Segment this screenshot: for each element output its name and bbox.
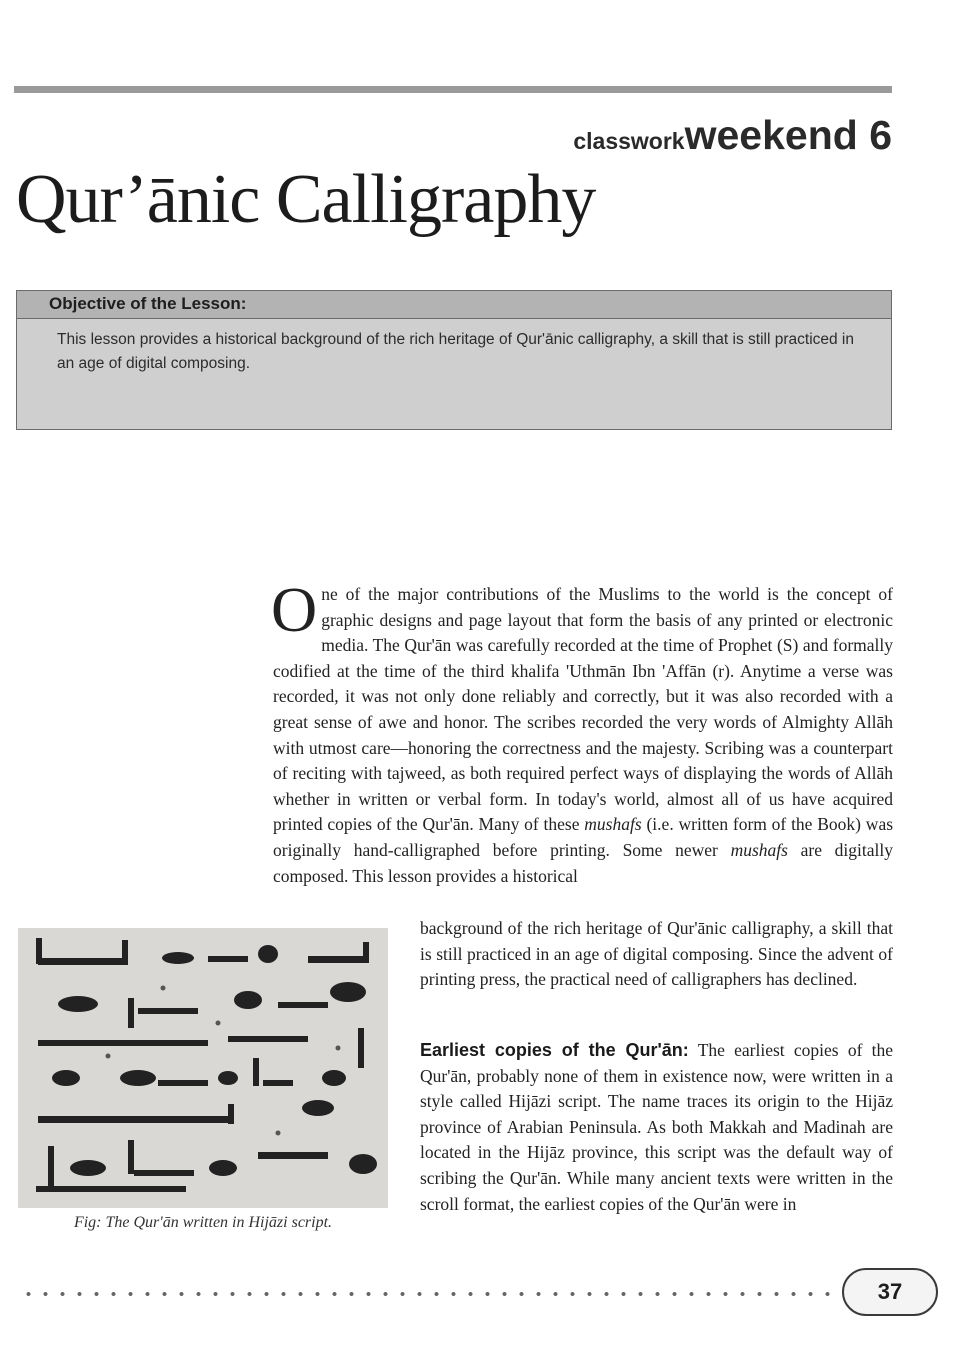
section-label (573, 112, 892, 159)
section-label-big: weekend 6 (684, 112, 892, 158)
earliest-copies-paragraph (420, 1038, 893, 1217)
page-number: 37 (842, 1268, 938, 1316)
intro-paragraph-continued: background of the rich heritage of Qur'ānic calligraphy, a skill that is still practiced in an age of digital composing. Since the advent of printing press, the practical need of calligraphers has declined. (420, 918, 893, 990)
page-title: Qur’ānic Calligraphy (16, 161, 596, 238)
term-mushafs-2: mushafs (730, 839, 788, 860)
drop-cap: O (271, 574, 318, 645)
intro-text-c: are digitally composed. This lesson provides a historical (273, 839, 893, 886)
objective-box (16, 290, 892, 430)
earliest-copies-text: The earliest copies of the Qur'ān, probably none of them in existence now, were written in a style called Hijāzi script. The name traces its origin to the Hijāz province of Arabian Peninsula. As both Makkah and Madinah are located in the Hijāz province, this script was the default way of scribing the Qur'ān. While many ancient texts were written in the scroll format, the earliest copies of the Qur'ān were in (420, 1040, 894, 1214)
term-mushafs-1: mushafs (584, 814, 642, 835)
section-subhead: Earliest copies of the Qur'ān: (420, 1040, 689, 1060)
figure-caption: Fig: The Qur'ān written in Hijāzi script. (73, 1214, 333, 1231)
section-label-small: classwork (573, 128, 685, 154)
objective-heading: Objective of the Lesson: (17, 291, 891, 319)
intro-paragraph (271, 574, 894, 889)
hijazi-script-image (18, 928, 388, 1208)
calligraphy-illustration (18, 928, 388, 1208)
top-rule (14, 86, 892, 93)
intro-text-a: ne of the major contributions of the Muslims to the world is the concept of graphic designs and page layout that form the basis of any printed or electronic media. The Qur'ān was carefully recorded at the time of Prophet (S) and formally codified at the time of the third khalifa 'Uthmān Ibn 'Affān (r). Anytime a verse was recorded, it was not only done reliably and correctly, but it was also recorded with a great sense of awe and honor. The scribes recorded the very words of Almighty Allāh with utmost care—honoring the correctness and the majesty. Scribing was a counterpart of reciting with tajweed, as both required perfect ways of displaying the words of Allāh whether in written or verbal form. In today's world, almost all of us have acquired printed copies of the Qur'ān. Many of these (273, 584, 893, 835)
intro-text-b: (i.e. written form of the Book) was originally hand-calligraphed before printing. Some newer (273, 814, 894, 860)
objective-text: This lesson provides a historical background of the rich heritage of Qur'ānic calligraphy, a skill that is still practiced in an age of digital composing. (57, 331, 854, 372)
footer-dotted-rule (20, 1291, 838, 1297)
